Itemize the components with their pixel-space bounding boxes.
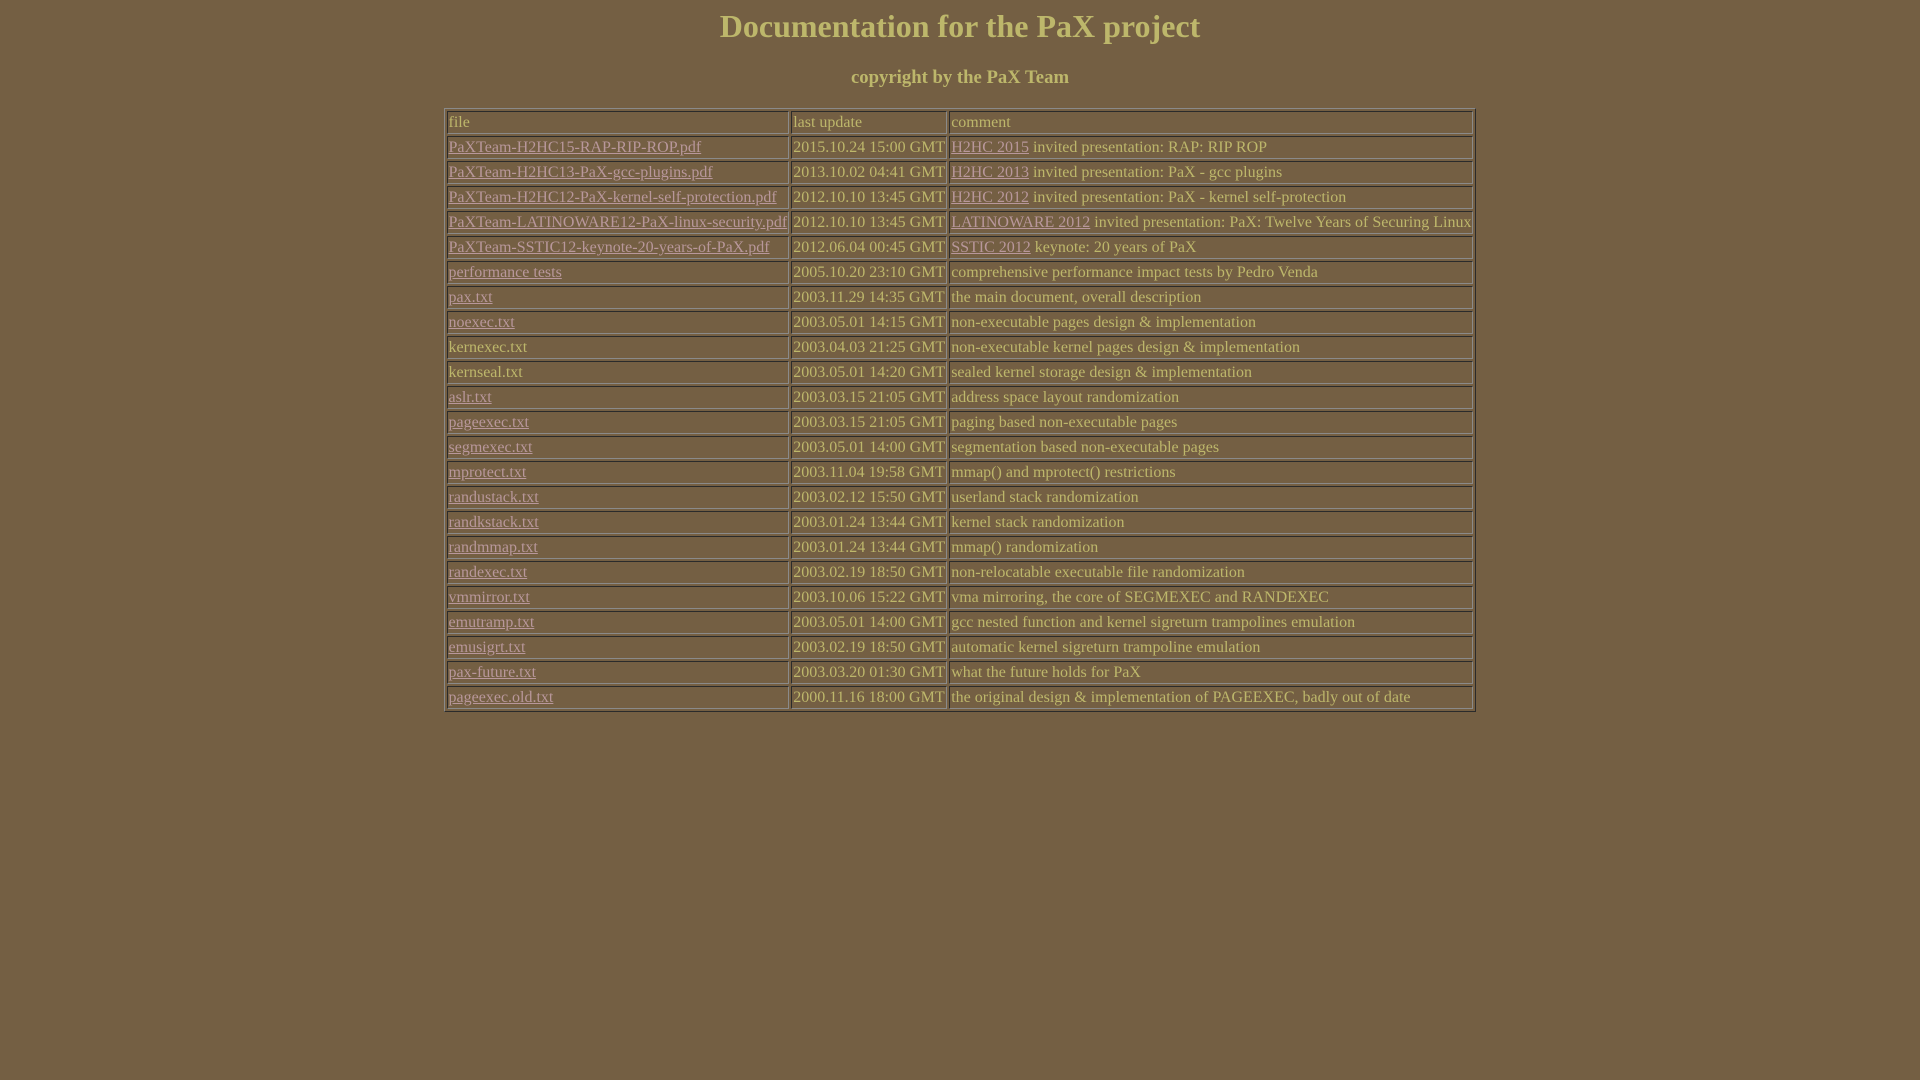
header-comment: comment (949, 111, 1473, 134)
last-update-cell: 2012.06.04 00:45 GMT (791, 236, 947, 259)
last-update-cell: 2003.11.04 19:58 GMT (791, 461, 947, 484)
file-cell[interactable] (447, 386, 790, 409)
comment-text: invited presentation: PaX: Twelve Years of Securing Linux (1090, 214, 1472, 231)
last-update-cell: 2003.03.15 21:05 GMT (791, 411, 947, 434)
event-link[interactable]: H2HC 2012 (951, 189, 1029, 206)
table-row (447, 411, 1474, 434)
table-row (447, 661, 1474, 684)
file-link[interactable]: emusigrt.txt (448, 639, 526, 656)
comment-cell (949, 186, 1473, 209)
table-header-row (447, 111, 1474, 134)
last-update-cell: 2003.02.19 18:50 GMT (791, 636, 947, 659)
event-link[interactable]: LATINOWARE 2012 (951, 214, 1091, 231)
comment-cell (949, 361, 1473, 384)
table-row (447, 311, 1474, 334)
comment-text: non-relocatable executable file randomization (951, 564, 1245, 581)
file-cell[interactable] (447, 686, 790, 709)
last-update-cell: 2003.05.01 14:15 GMT (791, 311, 947, 334)
file-link[interactable]: mprotect.txt (448, 464, 527, 481)
file-link[interactable]: randkstack.txt (448, 514, 539, 531)
table-row (447, 486, 1474, 509)
comment-text: paging based non-executable pages (951, 414, 1178, 431)
file-link[interactable]: noexec.txt (448, 314, 515, 331)
file-link[interactable]: aslr.txt (448, 389, 492, 406)
last-update-cell: 2012.10.10 13:45 GMT (791, 211, 947, 234)
documentation-table (444, 108, 1477, 712)
last-update-cell: 2003.03.15 21:05 GMT (791, 386, 947, 409)
table-row (447, 536, 1474, 559)
file-link[interactable]: PaXTeam-H2HC15-RAP-RIP-ROP.pdf (448, 139, 702, 156)
file-cell[interactable] (447, 186, 790, 209)
last-update-cell: 2003.02.19 18:50 GMT (791, 561, 947, 584)
file-cell[interactable] (447, 286, 790, 309)
file-link[interactable]: performance tests (448, 264, 562, 281)
file-cell[interactable] (447, 411, 790, 434)
comment-text: the original design & implementation of PAGEEXEC, badly out of date (951, 689, 1411, 706)
page-subtitle: copyright by the PaX Team (850, 67, 1070, 88)
table-row (447, 511, 1474, 534)
table-row (447, 286, 1474, 309)
table-row (447, 336, 1474, 359)
file-cell[interactable] (447, 211, 790, 234)
file-cell (447, 336, 790, 359)
file-link[interactable]: emutramp.txt (448, 614, 535, 631)
file-cell[interactable] (447, 261, 790, 284)
last-update-cell: 2000.11.16 18:00 GMT (791, 686, 947, 709)
table-row (447, 636, 1474, 659)
comment-text: userland stack randomization (951, 489, 1139, 506)
comment-cell (949, 611, 1473, 634)
comment-cell (949, 436, 1473, 459)
comment-cell (949, 211, 1473, 234)
comment-cell (949, 336, 1473, 359)
comment-text: automatic kernel sigreturn trampoline emulation (951, 639, 1261, 656)
file-link[interactable]: PaXTeam-H2HC13-PaX-gcc-plugins.pdf (448, 164, 713, 181)
file-cell[interactable] (447, 661, 790, 684)
file-link[interactable]: pax-future.txt (448, 664, 537, 681)
file-cell[interactable] (447, 136, 790, 159)
file-name: kernexec.txt (448, 339, 528, 356)
table-row (447, 611, 1474, 634)
file-cell[interactable] (447, 536, 790, 559)
table-row (447, 461, 1474, 484)
comment-text: vma mirroring, the core of SEGMEXEC and RANDEXEC (951, 589, 1329, 606)
file-link[interactable]: randexec.txt (448, 564, 528, 581)
comment-text: invited presentation: PaX - gcc plugins (1028, 164, 1283, 181)
header-file: file (447, 111, 790, 134)
comment-cell (949, 161, 1473, 184)
last-update-cell: 2012.10.10 13:45 GMT (791, 186, 947, 209)
comment-text: keynote: 20 years of PaX (1030, 239, 1197, 256)
event-link[interactable]: SSTIC 2012 (951, 239, 1031, 256)
comment-cell (949, 636, 1473, 659)
comment-cell (949, 661, 1473, 684)
table-row (447, 361, 1474, 384)
page-title: Documentation for the PaX project (719, 8, 1201, 44)
file-link[interactable]: pageexec.old.txt (448, 689, 554, 706)
comment-text: sealed kernel storage design & implementation (951, 364, 1252, 381)
comment-cell (949, 286, 1473, 309)
file-cell[interactable] (447, 611, 790, 634)
last-update-cell: 2003.11.29 14:35 GMT (791, 286, 947, 309)
comment-text: invited presentation: PaX - kernel self-protection (1028, 189, 1347, 206)
file-cell[interactable] (447, 486, 790, 509)
comment-cell (949, 136, 1473, 159)
file-cell[interactable] (447, 461, 790, 484)
comment-cell (949, 311, 1473, 334)
table-row (447, 186, 1474, 209)
comment-cell (949, 261, 1473, 284)
table-row (447, 211, 1474, 234)
last-update-cell: 2003.04.03 21:25 GMT (791, 336, 947, 359)
last-update-cell: 2013.10.02 04:41 GMT (791, 161, 947, 184)
table-row (447, 436, 1474, 459)
comment-cell (949, 461, 1473, 484)
last-update-cell: 2003.01.24 13:44 GMT (791, 536, 947, 559)
last-update-cell: 2003.02.12 15:50 GMT (791, 486, 947, 509)
last-update-cell: 2003.05.01 14:20 GMT (791, 361, 947, 384)
file-cell[interactable] (447, 311, 790, 334)
file-link[interactable]: vmmirror.txt (448, 589, 530, 606)
last-update-cell: 2003.05.01 14:00 GMT (791, 436, 947, 459)
table-row (447, 386, 1474, 409)
comment-cell (949, 686, 1473, 709)
comment-cell (949, 561, 1473, 584)
file-link[interactable]: randustack.txt (448, 489, 539, 506)
table-row (447, 236, 1474, 259)
comment-cell (949, 511, 1473, 534)
comment-cell (949, 486, 1473, 509)
last-update-cell: 2015.10.24 15:00 GMT (791, 136, 947, 159)
file-cell[interactable] (447, 161, 790, 184)
comment-cell (949, 536, 1473, 559)
comment-cell (949, 236, 1473, 259)
file-link[interactable]: segmexec.txt (448, 439, 533, 456)
comment-cell (949, 386, 1473, 409)
table-row (447, 136, 1474, 159)
file-cell[interactable] (447, 561, 790, 584)
file-cell[interactable] (447, 586, 790, 609)
file-name: kernseal.txt (448, 364, 523, 381)
last-update-cell: 2005.10.20 23:10 GMT (791, 261, 947, 284)
file-cell (447, 361, 790, 384)
file-link[interactable]: PaXTeam-H2HC12-PaX-kernel-self-protection.pdf (448, 189, 777, 206)
file-cell[interactable] (447, 636, 790, 659)
header-last-update: last update (791, 111, 947, 134)
file-link[interactable]: PaXTeam-LATINOWARE12-PaX-linux-security.pdf (448, 214, 788, 231)
table-row (447, 586, 1474, 609)
comment-text: kernel stack randomization (951, 514, 1125, 531)
file-cell[interactable] (447, 436, 790, 459)
comment-text: mmap() randomization (951, 539, 1099, 556)
file-cell[interactable] (447, 511, 790, 534)
comment-text: gcc nested function and kernel sigreturn trampolines emulation (951, 614, 1356, 631)
file-link[interactable]: pax.txt (448, 289, 493, 306)
comment-text: invited presentation: RAP: RIP ROP (1028, 139, 1268, 156)
last-update-cell: 2003.03.20 01:30 GMT (791, 661, 947, 684)
event-link[interactable]: H2HC 2015 (951, 139, 1029, 156)
last-update-cell: 2003.05.01 14:00 GMT (791, 611, 947, 634)
comment-text: comprehensive performance impact tests by Pedro Venda (951, 264, 1318, 281)
comment-text: mmap() and mprotect() restrictions (951, 464, 1176, 481)
file-link[interactable]: randmmap.txt (448, 539, 538, 556)
comment-text: segmentation based non-executable pages (951, 439, 1220, 456)
comment-text: the main document, overall description (951, 289, 1202, 306)
table-row (447, 686, 1474, 709)
last-update-cell: 2003.10.06 15:22 GMT (791, 586, 947, 609)
comment-text: address space layout randomization (951, 389, 1180, 406)
last-update-cell: 2003.01.24 13:44 GMT (791, 511, 947, 534)
table-row (447, 261, 1474, 284)
comment-cell (949, 586, 1473, 609)
file-cell[interactable] (447, 236, 790, 259)
comment-text: non-executable pages design & implementation (951, 314, 1256, 331)
comment-cell (949, 411, 1473, 434)
file-link[interactable]: PaXTeam-SSTIC12-keynote-20-years-of-PaX.pdf (448, 239, 770, 256)
comment-text: what the future holds for PaX (951, 664, 1141, 681)
table-row (447, 161, 1474, 184)
event-link[interactable]: H2HC 2013 (951, 164, 1029, 181)
comment-text: non-executable kernel pages design & implementation (951, 339, 1300, 356)
table-row (447, 561, 1474, 584)
file-link[interactable]: pageexec.txt (448, 414, 529, 431)
